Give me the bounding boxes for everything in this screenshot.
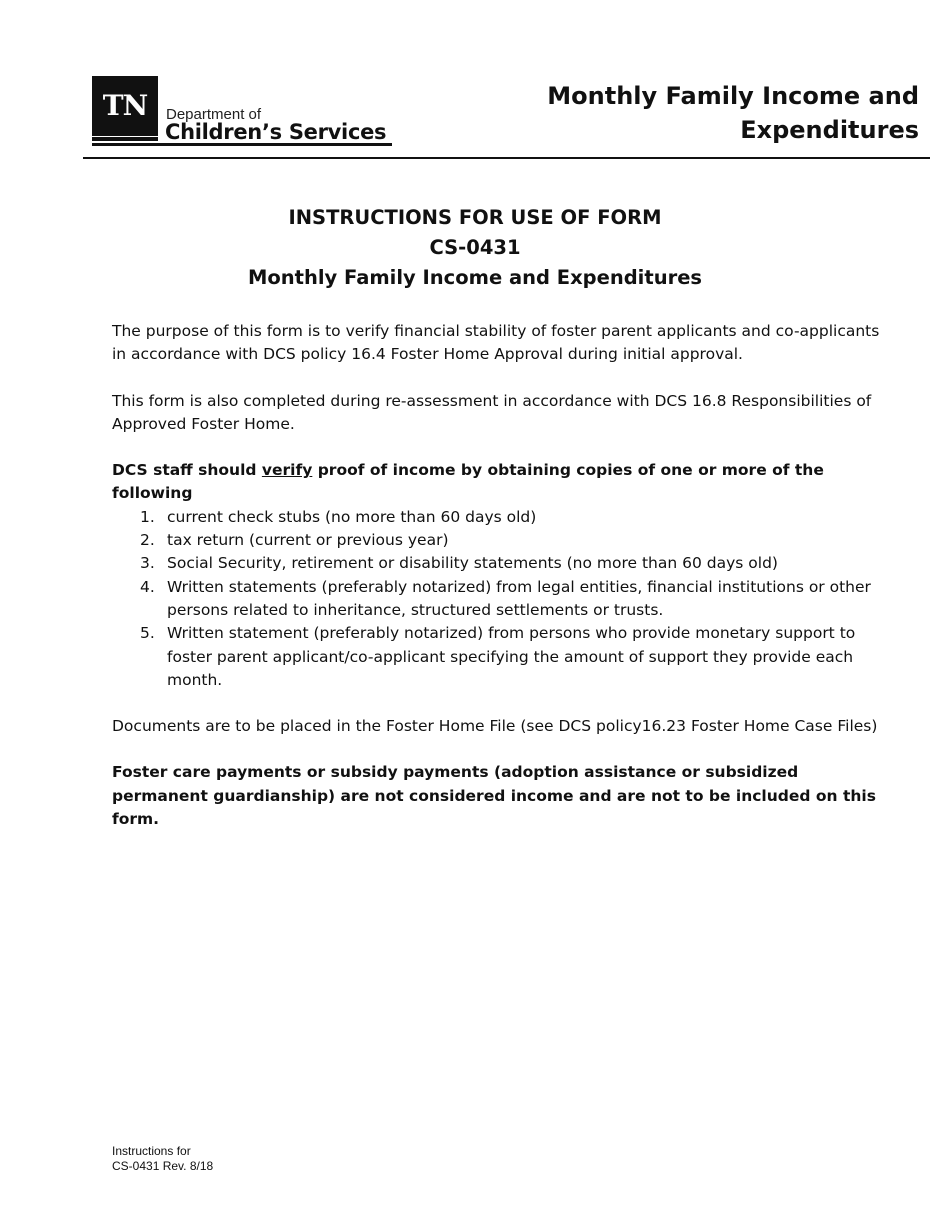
list-item-text: Written statements (preferably notarized) from legal entities, financial institutions or other persons related to inheritance, structured settlements or trusts. bbox=[167, 577, 871, 619]
footer-line-1: Instructions for bbox=[112, 1144, 191, 1158]
list-item-text: tax return (current or previous year) bbox=[167, 531, 449, 550]
list-item-number: 3. bbox=[140, 554, 155, 573]
verify-emphasis: verify bbox=[261, 461, 313, 480]
form-title bbox=[479, 79, 919, 147]
list-item bbox=[112, 506, 887, 529]
list-item bbox=[112, 622, 887, 692]
exclusion-note: Foster care payments or subsidy payments (adoption assistance or subsidized permanent guardianship) are not considered income and are not to be included on this form. bbox=[112, 763, 876, 829]
list-item-number: 5. bbox=[140, 624, 155, 643]
list-item-text: current check stubs (no more than 60 days old) bbox=[167, 507, 537, 526]
verify-intro-after: proof of income by obtaining copies of one or more of the following bbox=[112, 461, 824, 503]
list-item bbox=[112, 576, 887, 623]
documents-note: Documents are to be placed in the Foster Home File (see DCS policy16.23 Foster Home Case Files) bbox=[112, 717, 878, 736]
form-footer bbox=[112, 1144, 213, 1173]
verify-intro-before: DCS staff should bbox=[112, 461, 262, 480]
proof-of-income-list bbox=[112, 506, 887, 692]
form-title-line-1: Monthly Family Income and bbox=[547, 82, 919, 110]
list-item-text: Social Security, retirement or disability statements (no more than 60 days old) bbox=[167, 554, 778, 573]
list-item-number: 2. bbox=[140, 531, 155, 550]
header-divider bbox=[83, 157, 930, 159]
reassessment-paragraph: This form is also completed during re-assessment in accordance with DCS 16.8 Responsibilities of Approved Foster Home. bbox=[112, 391, 872, 433]
verify-intro bbox=[112, 459, 887, 506]
logo-agency-name: Children’s Services bbox=[165, 120, 387, 144]
heading-form-number: CS-0431 bbox=[429, 236, 521, 259]
list-item-text: Written statement (preferably notarized) from persons who provide monetary support to foster parent applicant/co-applicant specifying the amount of support they provide each month. bbox=[167, 624, 856, 689]
tn-logo-mark: TN bbox=[92, 76, 158, 136]
footer-revision: CS-0431 Rev. 8/18 bbox=[112, 1158, 214, 1173]
form-title-line-2: Expenditures bbox=[740, 116, 919, 144]
logo-department-line: Department of bbox=[166, 106, 262, 123]
purpose-paragraph: The purpose of this form is to verify financial stability of foster parent applicants and co-applicants in accordance with DCS policy 16.4 Foster Home Approval during initial approval. bbox=[112, 322, 880, 364]
list-item bbox=[112, 552, 887, 575]
heading-form-name: Monthly Family Income and Expenditures bbox=[247, 266, 703, 289]
heading-line-1: INSTRUCTIONS FOR USE OF FORM bbox=[288, 206, 662, 229]
instructions-heading bbox=[0, 203, 950, 293]
list-item-number: 4. bbox=[140, 577, 155, 596]
agency-logo bbox=[92, 76, 402, 148]
list-item-number: 1. bbox=[140, 507, 155, 526]
list-item bbox=[112, 529, 887, 552]
instructions-body bbox=[112, 320, 887, 854]
logo-underline bbox=[92, 137, 158, 141]
